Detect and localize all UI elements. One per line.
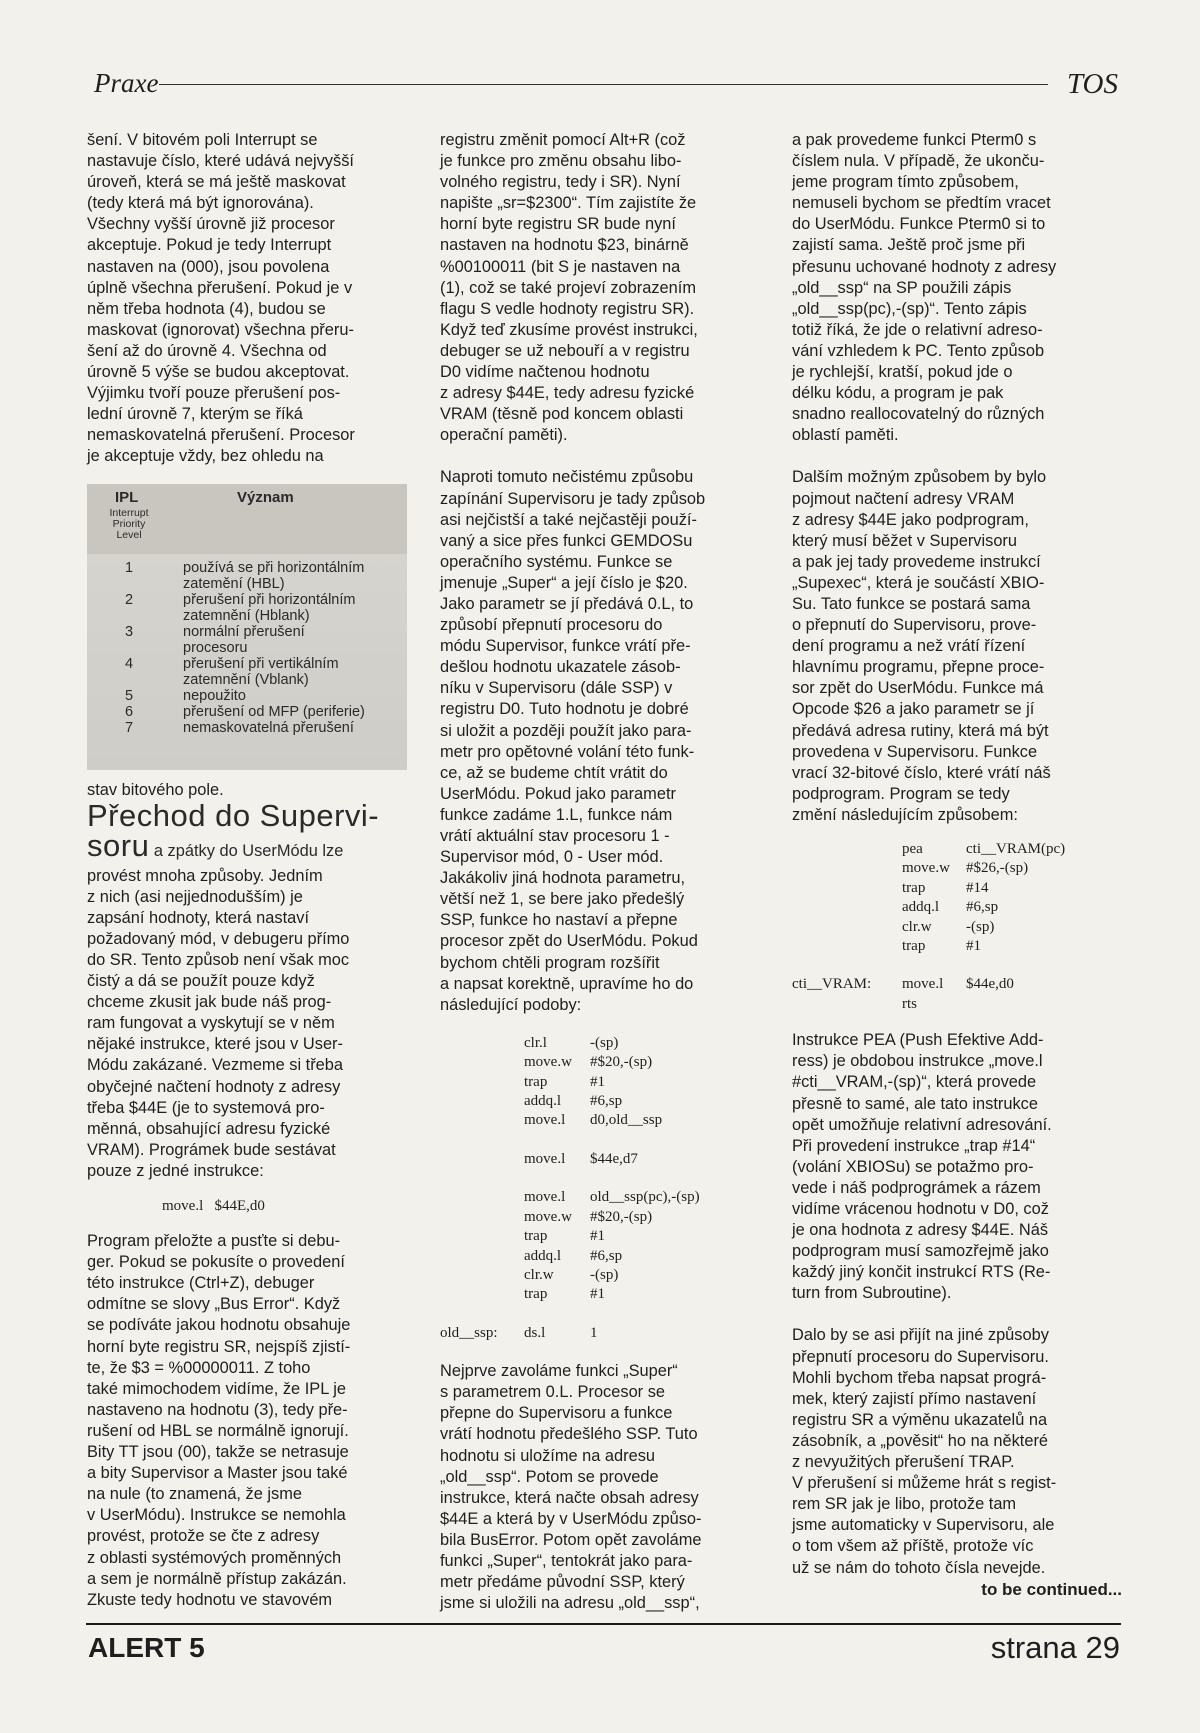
code-op: move.w	[902, 860, 950, 877]
code-op	[902, 956, 966, 975]
ipl-table-header	[87, 484, 407, 554]
ipl-level: 4	[124, 655, 134, 672]
code-arg: #1	[590, 1073, 605, 1090]
col1-paragraph-1: šení. V bitovém poli Interrupt se nastavuje číslo, které udává nejvyšší úroveň, která se má ještě maskovat (tedy která má být ignorována). Všechny vyšší úrovně již procesor akceptuje. Pokud je tedy Interrupt nastaven na (000), jsou povolena úplně všechna přerušení. Pokud je v něm třeba hodnota (4), budou se maskovat (ignorovat) všechna přeru- šení až do úrovně 4. Všechna od úrovně 5 výše se budou akceptovat. Výjimku tvoří pouze přerušení pos- lední úrovně 7, kterým se říká nemaskovatelná přerušení. Procesor je akceptuje vždy, bez ohledu na	[87, 131, 355, 466]
heading-line-1: Přechod do Supervi-	[87, 797, 380, 833]
heading-run-in: a zpátky do UserMódu lze	[149, 841, 344, 860]
code-line	[440, 1208, 770, 1227]
code-arg: #$20,-(sp)	[590, 1054, 653, 1071]
footer-rule	[86, 1623, 1121, 1625]
code-label	[440, 1150, 524, 1169]
ipl-table	[87, 484, 407, 770]
page-number: strana 29	[990, 1630, 1120, 1665]
code-label	[792, 995, 902, 1014]
code-label	[440, 1073, 524, 1092]
code-arg	[966, 956, 1116, 975]
ipl-header: IPL	[115, 488, 139, 506]
code-arg	[590, 1305, 770, 1324]
code-line	[440, 1266, 770, 1285]
code-op: clr.w	[524, 1266, 554, 1283]
code-line	[440, 1188, 770, 1207]
code-arg: -(sp)	[590, 1034, 619, 1051]
code-arg: -(sp)	[590, 1266, 619, 1283]
code-line	[792, 879, 1116, 898]
code-line	[440, 1169, 770, 1188]
col3-paragraph-1: a pak provedeme funkci Pterm0 s číslem nula. V případě, že ukonču- jeme program tímto způsobem, nemuseli bychom se předtím vracet do UserMódu. Funkce Pterm0 si to zajistí sama. Ještě proč jsme při přesunu uchované hodnoty z adresy „old__ssp“ na SP použili zápis „old__ssp(pc),-(sp)“. Tento zápis totiž říká, že jde o relativní adreso- vání vzhledem k PC. Tento způsob je rychlejší, kratší, pokud jde o délku kódu, a program je pak snadno reallocovatelný do různých oblastí paměti.	[792, 131, 1057, 445]
code-arg: #$26,-(sp)	[966, 860, 1029, 877]
code-op: addq.l	[902, 899, 940, 916]
ipl-level: 2	[124, 591, 134, 608]
column-1	[87, 130, 417, 1611]
code-arg: #14	[966, 879, 989, 896]
code-label	[440, 1266, 524, 1285]
code-line	[440, 1227, 770, 1246]
code-op: addq.l	[524, 1247, 562, 1264]
col1-paragraph-3: Program přeložte a pusťte si debu- ger. Pokud se pokusíte o provedení této instrukce (Ctrl+Z), debuger odmítne se slovy „Bus Error“. Když se podíváte jakou hodnotu obsahuje horní byte registru SR, nejspíš zjistí- te, že $3 = %00000011. Z toho také mimochodem vidíme, že IPL je nastaveno na hodnotu (3), tedy pře- rušení od HBL se normálně ignorují. Bity TT jsou (00), takže se netrasuje a bity Supervisor a Master jsou také na nule (to znamená, že jsme v UserMódu). Instrukce se nemohla provést, protože se čte z adresy z oblasti systémových proměnných a sem je normálně přístup zakázán. Zkuste tedy hodnotu ve stavovém	[87, 1232, 351, 1609]
code-op: trap	[524, 1286, 548, 1303]
ipl-level: 6	[124, 703, 134, 720]
code-op: move.l	[524, 1150, 566, 1167]
code-label: cti__VRAM:	[792, 976, 872, 993]
code-line	[440, 1150, 770, 1169]
ipl-meaning: nepoužito	[183, 687, 246, 704]
code-line	[792, 898, 1116, 917]
code-label	[440, 1188, 524, 1207]
code-arg: $44e,d7	[590, 1150, 638, 1167]
code-op: ds.l	[524, 1324, 546, 1341]
code-line	[792, 859, 1116, 878]
code-op: addq.l	[524, 1093, 562, 1110]
code-arg: $44e,d0	[966, 976, 1014, 993]
code-arg: #1	[590, 1286, 605, 1303]
code-line	[440, 1034, 770, 1053]
code-label	[792, 918, 902, 937]
topic-name: TOS	[1066, 68, 1118, 100]
col2-code-table	[440, 1034, 770, 1343]
code-op: trap	[902, 879, 926, 896]
code-line	[440, 1111, 770, 1130]
code-arg	[590, 1169, 770, 1188]
section-heading	[87, 797, 417, 866]
code-label: old__ssp:	[440, 1324, 498, 1341]
column-3	[792, 130, 1122, 1600]
code-line	[792, 937, 1116, 956]
code-line	[440, 1247, 770, 1266]
code-arg	[966, 995, 1116, 1014]
code-op: pea	[902, 841, 923, 857]
code-label	[440, 1111, 524, 1130]
code-line	[792, 918, 1116, 937]
code-line	[440, 1053, 770, 1072]
code-label	[440, 1247, 524, 1266]
code-label	[792, 937, 902, 956]
code-line	[792, 975, 1116, 994]
code-arg: #6,sp	[966, 899, 999, 916]
col3-code-listing	[792, 840, 1122, 1014]
code-label	[792, 956, 902, 975]
code-label	[440, 1131, 524, 1150]
code-arg	[590, 1131, 770, 1150]
meaning-header: Význam	[237, 488, 294, 506]
page-header	[94, 62, 1118, 102]
code-line	[440, 1285, 770, 1304]
code-label	[792, 859, 902, 878]
code-op	[524, 1131, 590, 1150]
code-op: trap	[524, 1073, 548, 1090]
code-line	[792, 956, 1116, 975]
header-rule	[159, 84, 1048, 85]
code-line	[440, 1073, 770, 1092]
ipl-header-sub: Interrupt Priority Level	[109, 506, 149, 541]
code-line	[440, 1305, 770, 1324]
code-line	[440, 1324, 770, 1343]
code-label	[440, 1169, 524, 1188]
code-arg: old__ssp(pc),-(sp)	[590, 1189, 700, 1206]
code-op: move.l	[524, 1112, 566, 1129]
code-line	[792, 995, 1116, 1014]
code-op: move.l	[902, 976, 944, 993]
code-label	[792, 840, 902, 859]
code-label	[440, 1092, 524, 1111]
code-op: clr.w	[902, 918, 932, 935]
code-arg: cti__VRAM(pc)	[966, 841, 1066, 857]
col2-paragraph-2: Naproti tomuto nečistému způsobu zapínání Supervisoru je tady způsob asi nejčistší a také nejčastěji použí- vaný a sice přes funkci GEMDOSu operačního systému. Funkce se jmenuje „Super“ a její číslo je $20. Jako parametr se jí předává 0.L, to způsobí přepnutí procesoru do módu Supervisor, funkce vrátí pře- dešlou hodnotu ukazatele zásob- níku v Supervisoru (dále SSP) v registru D0. Tuto hodnotu je dobré si uložit a později použít jako para- metr pro opětovné volání této funk- ce, až se budeme chtít vrátit do UserMódu. Pokud jako parametr funkce zadáme 1.L, funkce nám vrátí aktuální stav procesoru 1 - Supervisor mód, 0 - User mód. Jakákoliv jiná hodnota parametru, větší než 1, se bere jako předešlý SSP, funkce ho nastaví a přepne procesor zpět do UserMódu. Pokud bychom chtěli program rozšířit a napsat korektně, upravíme ho do následující podoby:	[440, 468, 706, 1014]
code-arg: #1	[590, 1228, 605, 1245]
code-label	[792, 879, 902, 898]
ipl-level: 1	[124, 559, 134, 576]
column-2	[440, 130, 780, 1614]
col2-paragraph-1: registru změnit pomocí Alt+R (což je funkce pro změnu obsahu libo- volného registru, tedy i SR). Nyní napište „sr=$2300“. Tím zajistíte že horní byte registru SR bude nyní nastaven na hodnotu $23, binárně %00100011 (bit S je nastaven na (1), což se také projeví zobrazením flagu S vedle hodnoty registru SR). Když teď zkusíme provést instrukci, debuger se už nebouří a v registru D0 vidíme načtenou hodnotu z adresy $44E, tedy adresu fyzické VRAM (těsně pod koncem oblasti operační paměti).	[440, 131, 698, 445]
code-label	[440, 1305, 524, 1324]
code-op: move.l	[524, 1189, 566, 1206]
col1-after-table: stav bitového pole.	[87, 780, 224, 799]
code-line	[440, 1092, 770, 1111]
code-label	[440, 1034, 524, 1053]
ipl-meaning: přerušení při horizontálním zatemnění (Hblank)	[183, 591, 356, 624]
ipl-level: 5	[124, 687, 134, 704]
ipl-meaning: normální přerušení procesoru	[183, 623, 305, 656]
code-op: move.w	[524, 1208, 572, 1225]
ipl-meaning: používá se při horizontálním zatemění (HBL)	[183, 559, 365, 592]
code-arg: d0,old__ssp	[590, 1112, 663, 1129]
code-op: trap	[902, 938, 926, 955]
code-op	[524, 1169, 590, 1188]
ipl-meaning: přerušení při vertikálním zatemnění (Vblank)	[183, 655, 339, 688]
code-line	[792, 840, 1116, 859]
ipl-level: 7	[124, 719, 134, 736]
col1-paragraph-2: provést mnoha způsoby. Jedním z nich (asi nejjednodušším) je zapsání hodnoty, která nastaví požadovaný mód, v debugeru přímo do SR. Tento způsob není však moc čistý a dá se použít pouze když chceme zkusit jak bude náš prog- ram fungovat a vyskytují se v něm nějaké instrukce, které jsou v User- Módu zakázané. Vezmeme si třeba obyčejné načtení hodnoty z adresy třeba $44E (je to systemová pro- měnná, obsahující adresu fyzické VRAM). Prográmek bude sestávat pouze z jedné instrukce:	[87, 866, 350, 1180]
code-arg: #$20,-(sp)	[590, 1208, 653, 1225]
code-op: clr.l	[524, 1034, 547, 1051]
code-op: rts	[902, 995, 917, 1012]
code-op: trap	[524, 1228, 548, 1245]
code-label	[792, 898, 902, 917]
code-label	[440, 1208, 524, 1227]
code-arg: #6,sp	[590, 1093, 623, 1110]
code-arg: #6,sp	[590, 1247, 623, 1264]
code-op: move.w	[524, 1054, 572, 1071]
code-arg: -(sp)	[966, 918, 995, 935]
code-arg: #1	[966, 938, 981, 955]
col3-paragraph-4: Dalo by se asi přijít na jiné způsoby přepnutí procesoru do Supervisoru. Mohli bychom třeba napsat prográ- mek, který zajistí přímo nastavení registru SR a výměnu ukazatelů na zásobník, a „pověsit“ ho na některé z nevyužitých přerušení TRAP. V přerušení si můžeme hrát s regist- rem SR jak je libo, protože tam jsme automaticky v Supervisoru, ale o tom všem až příště, protože víc už se nám do tohoto čísla nevejde.	[792, 1326, 1057, 1577]
ipl-meaning: přerušení od MFP (periferie)	[183, 703, 365, 720]
col3-paragraph-2: Dalším možným způsobem by bylo pojmout načtení adresy VRAM z adresy $44E jako podprogram, který musí běžet v Supervisoru a pak jej tady provedeme instrukcí „Supexec“, která je součástí XBIO- Su. Tato funkce se postará sama o přepnutí do Supervisoru, prove- dení programu a než vrátí řízení hlavnímu programu, přepne proce- sor zpět do UserMódu. Funkce má Opcode $26 a jako parametr se jí předává adresa rutiny, která má být provedena v Supervisoru. Funkce vrací 32-bitové číslo, které vrátí náš podprogram. Program se tedy změní následujícím způsobem:	[792, 468, 1051, 824]
ipl-meaning: nemaskovatelná přerušení	[183, 719, 354, 736]
col2-paragraph-3: Nejprve zavoláme funkci „Super“ s parametrem 0.L. Procesor se přepne do Supervisoru a funkce vrátí hodnotu předešlého SSP. Tuto hodnotu si uložíme na adresu „old__ssp“. Potom se provede instrukce, která načte obsah adresy $44E a která by v UserMódu způso- bila BusError. Potom opět zavoláme funkci „Super“, tentokrát jako para- metr předáme původní SSP, který jsme si uložili na adresu „old__ssp“,	[440, 1362, 702, 1613]
col3-code-table	[792, 840, 1116, 1014]
code-arg: 1	[590, 1324, 598, 1341]
code-label	[440, 1285, 524, 1304]
heading-line-2: soru	[87, 827, 150, 863]
col3-paragraph-3: Instrukce PEA (Push Efektive Add- ress) je obdobou instrukce „move.l #cti__VRAM,-(sp)“, která provede přesně to samé, ale tato instrukce opět umožňuje relativní adresování. Při provedení instrukce „trap #14“ (volání XBIOSu) se potažmo pro- vede i náš podprográmek a rázem vidíme vrácenou hodnotu v D0, což je ona hodnota z adresy $44E. Náš podprogram musí samozřejmě jako každý jiný končit instrukcí RTS (Re- turn from Subroutine).	[792, 1031, 1052, 1303]
magazine-name: ALERT 5	[88, 1632, 205, 1663]
to-be-continued: to be continued...	[981, 1579, 1122, 1599]
col1-code: move.l $44E,d0	[162, 1198, 265, 1214]
section-name: Praxe	[94, 68, 159, 98]
col2-code-listing	[440, 1034, 780, 1343]
ipl-level: 3	[124, 623, 134, 640]
code-label	[440, 1227, 524, 1246]
code-label	[440, 1053, 524, 1072]
code-line	[440, 1131, 770, 1150]
code-op	[524, 1305, 590, 1324]
